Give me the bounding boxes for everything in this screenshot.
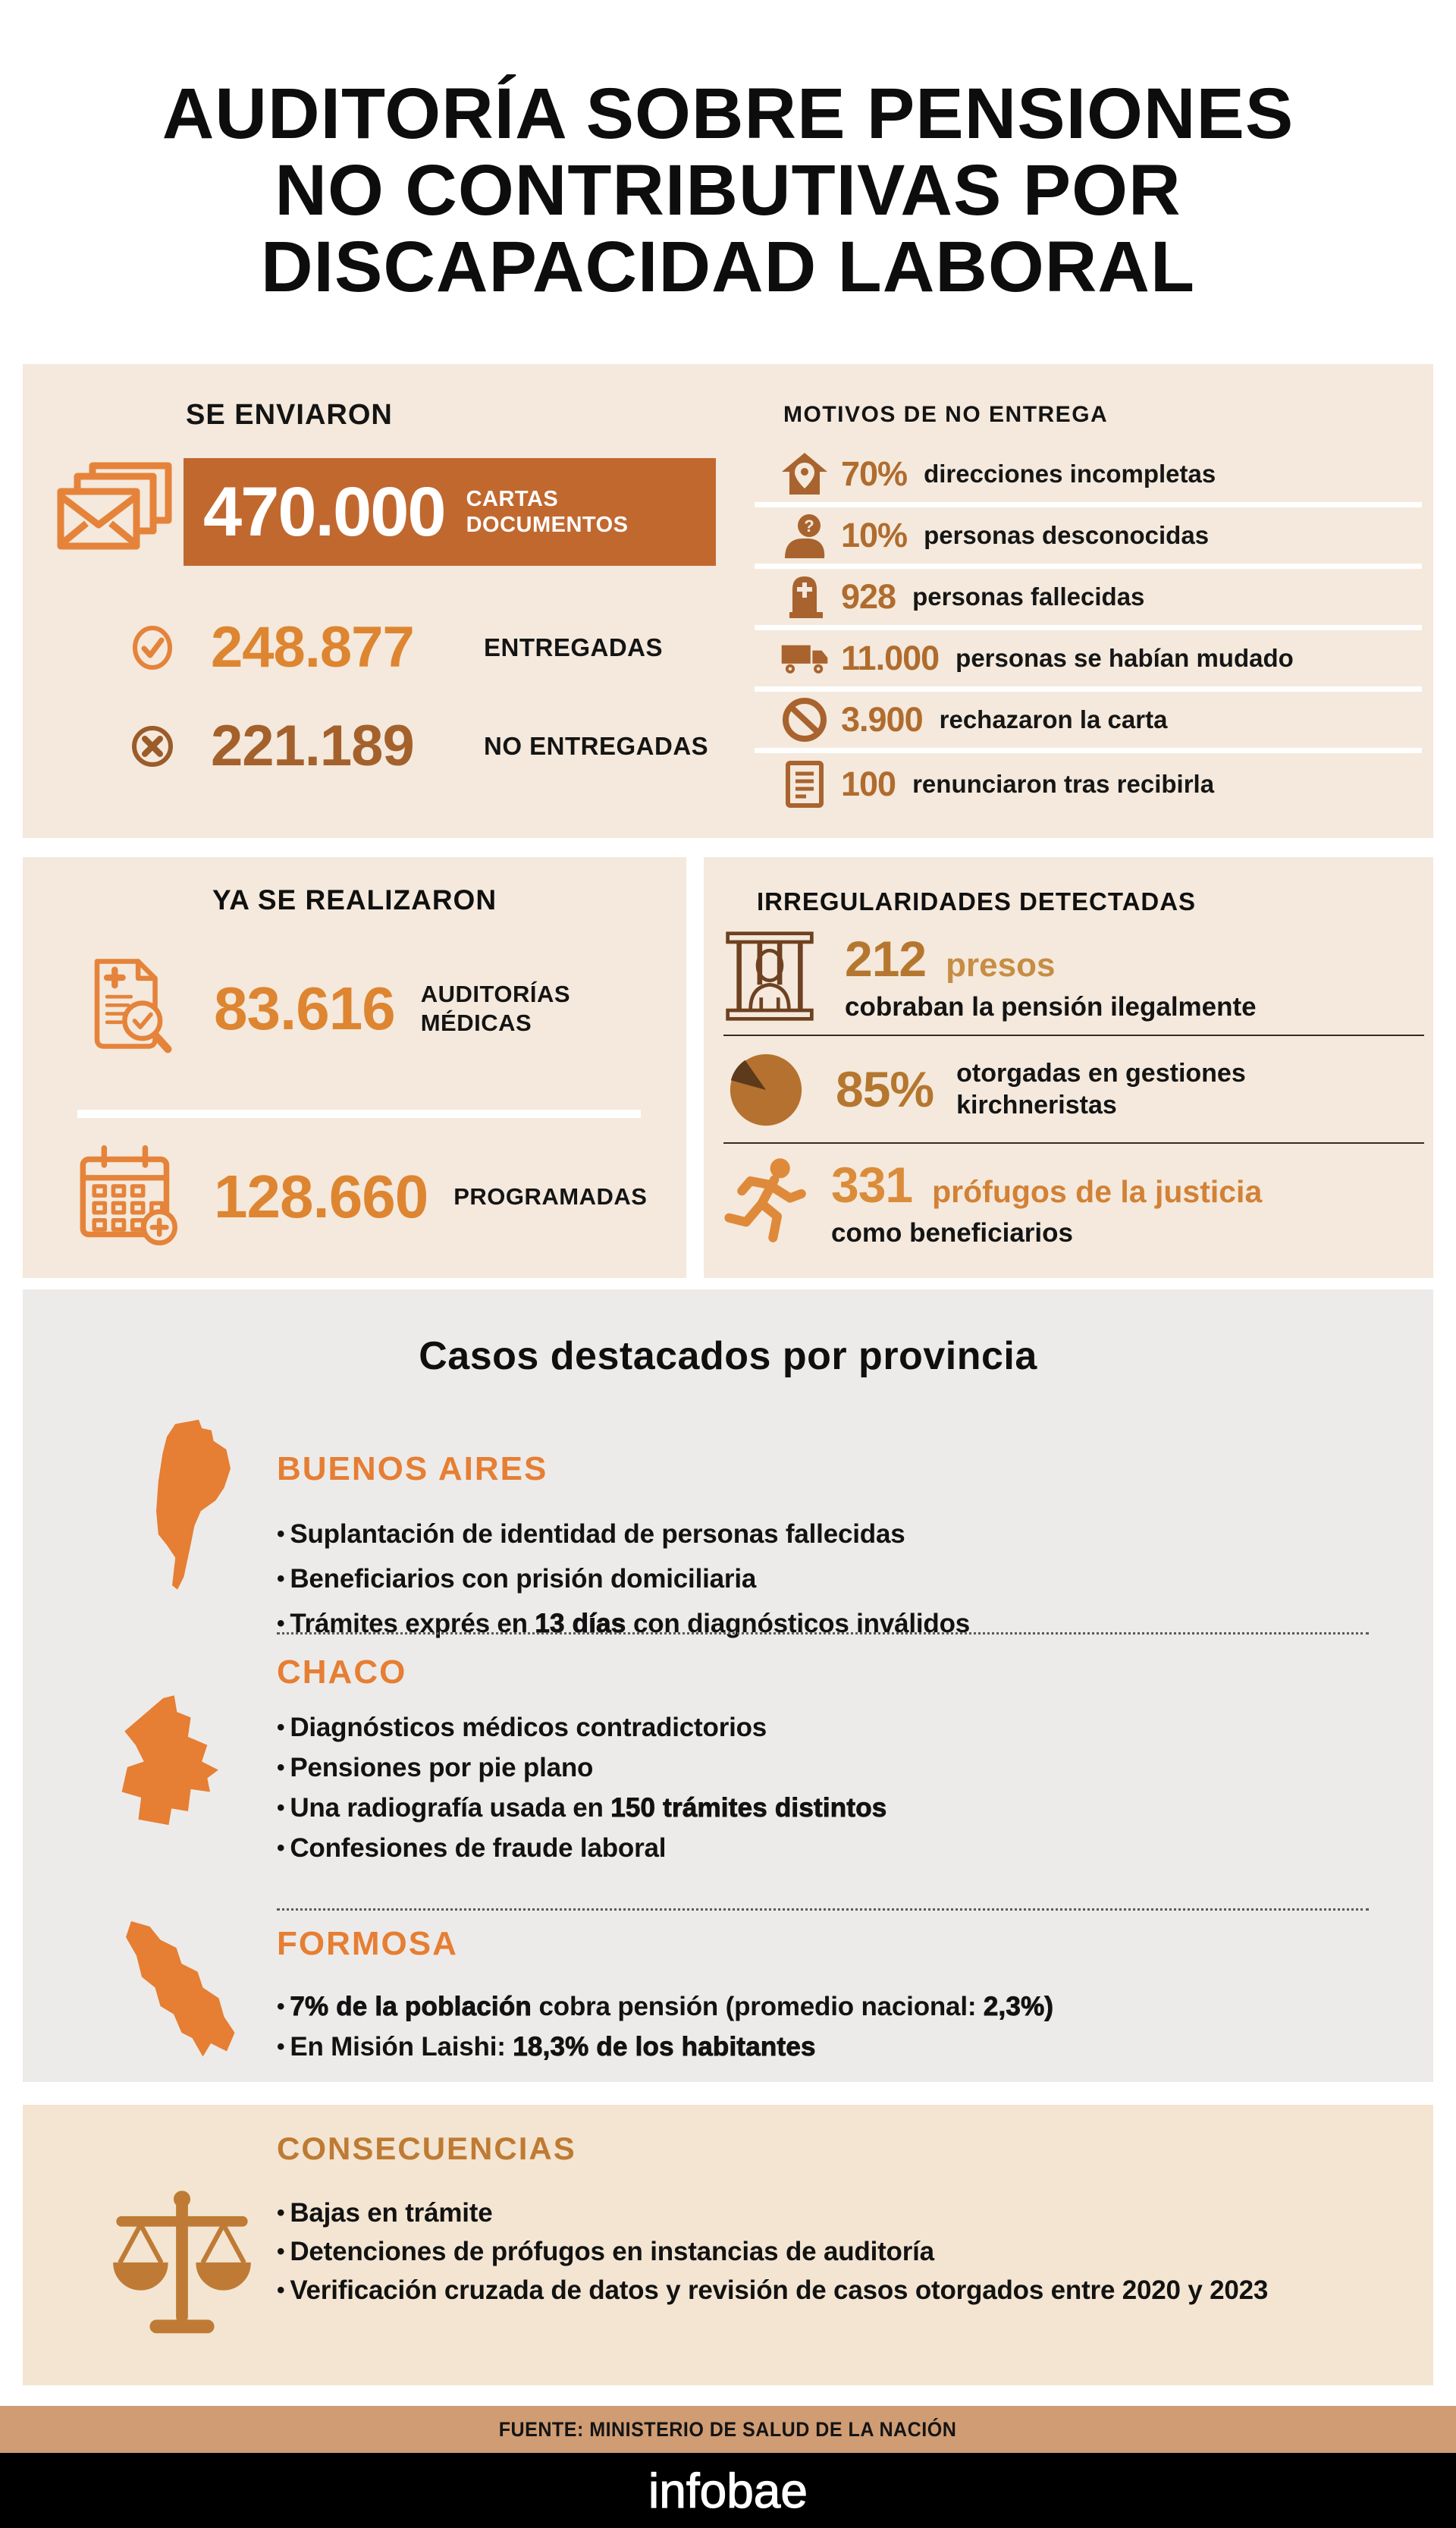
delivered-label: ENTREGADAS <box>484 633 664 661</box>
section-irregularidades <box>704 857 1433 1278</box>
section-cartas-enviadas <box>23 364 1433 838</box>
bullet-item: • Bajas en trámite <box>277 2194 1268 2233</box>
consequences-bullets <box>277 2194 1268 2310</box>
divider <box>277 1908 1369 1911</box>
province-bullets <box>277 1708 886 1869</box>
province-bullets <box>277 1512 970 1647</box>
delivered-row <box>23 614 739 680</box>
province-name: FORMOSA <box>277 1925 458 1962</box>
audits-done-row <box>23 956 686 1062</box>
prisoners-label: cobraban la pensión ilegalmente <box>845 992 1257 1022</box>
reason-value: 3.900 <box>841 700 923 739</box>
reason-label: rechazaron la carta <box>939 705 1168 733</box>
cartas-total-box <box>184 458 716 566</box>
reason-label: renunciaron tras recibirla <box>912 769 1215 798</box>
x-circle-icon <box>130 724 174 768</box>
section-provincias <box>23 1289 1433 2082</box>
reason-row <box>755 753 1422 815</box>
document-icon <box>780 760 829 809</box>
bullet-item: • Pensiones por pie plano <box>277 1748 886 1788</box>
chaco-map <box>108 1690 252 1842</box>
medical-audit-icon <box>76 956 182 1062</box>
undelivered-value: 221.189 <box>211 714 414 778</box>
reasons-block <box>755 364 1422 838</box>
province-name: CHACO <box>277 1653 407 1691</box>
prisoner-icon <box>723 930 816 1022</box>
reason-row <box>755 446 1422 507</box>
irregularities-heading: IRREGULARIDADES DETECTADAS <box>757 887 1197 915</box>
province-bullets <box>277 1987 1053 2068</box>
reason-row <box>755 692 1422 753</box>
bullet-item: • Confesiones de fraude laboral <box>277 1829 886 1869</box>
pie-chart-icon <box>723 1048 808 1130</box>
audits-scheduled-value: 128.660 <box>214 1163 428 1230</box>
bullet-item: • Diagnósticos médicos contradictorios <box>277 1708 886 1748</box>
audits-heading: YA SE REALIZARON <box>212 884 497 915</box>
brand-band <box>0 2453 1456 2528</box>
formosa-map <box>121 1916 258 2075</box>
bullet-item: • Trámites exprés en 13 días con diagnósticos inválidos <box>277 1602 970 1647</box>
reason-row <box>755 507 1422 569</box>
prohibited-icon <box>780 696 829 744</box>
reason-label: personas se habían mudado <box>956 644 1294 672</box>
cartas-total-value: 470.000 <box>203 473 445 551</box>
infobae-logo: infobae <box>648 2463 808 2518</box>
reason-row <box>755 630 1422 692</box>
irregularity-granted-row <box>704 1048 1433 1130</box>
divider <box>277 1632 1369 1635</box>
title-line: NO CONTRIBUTIVAS POR <box>275 150 1181 231</box>
audits-scheduled-label: PROGRAMADAS <box>453 1183 648 1210</box>
reason-value: 10% <box>841 516 908 554</box>
divider <box>723 1142 1424 1144</box>
irregularities-list <box>704 930 1433 1251</box>
bullet-item: • Una radiografía usada en 150 trámites distintos <box>277 1788 886 1829</box>
page-title <box>0 76 1456 306</box>
bullet-item: • Beneficiarios con prisión domiciliaria <box>277 1557 970 1602</box>
undelivered-label: NO ENTREGADAS <box>484 731 709 760</box>
prisoners-value: 212 <box>845 931 927 987</box>
audits-done-value: 83.616 <box>214 975 395 1042</box>
reason-label: personas desconocidas <box>924 521 1210 549</box>
reason-value: 70% <box>841 454 908 493</box>
province-name: BUENOS AIRES <box>277 1450 548 1487</box>
consequences-heading: CONSECUENCIAS <box>277 2131 576 2166</box>
reason-value: 928 <box>841 577 896 616</box>
running-person-icon <box>723 1156 808 1251</box>
mail-stack-icon <box>55 461 176 564</box>
sent-heading: SE ENVIARON <box>186 399 393 431</box>
reasons-list <box>755 446 1422 815</box>
divider <box>723 1035 1424 1036</box>
bullet-item: • En Misión Laishi: 18,3% de los habitantes <box>277 2027 1053 2068</box>
bullet-item: • Suplantación de identidad de personas fallecidas <box>277 1512 970 1557</box>
prisoners-suffix: presos <box>946 947 1056 984</box>
provinces-title: Casos destacados por provincia <box>419 1334 1037 1378</box>
reason-value: 11.000 <box>841 639 940 677</box>
undelivered-row <box>23 713 739 779</box>
irregularity-fugitives-row <box>704 1156 1433 1251</box>
tombstone-icon <box>780 573 829 621</box>
irregularity-prisoners-row <box>704 930 1433 1022</box>
delivered-value: 248.877 <box>211 615 414 680</box>
divider <box>77 1110 641 1118</box>
sent-block <box>23 364 739 838</box>
source-band <box>0 2406 1456 2453</box>
cartas-total-label: CARTAS DOCUMENTOS <box>466 487 629 537</box>
scales-icon <box>102 2184 262 2347</box>
check-circle-icon <box>130 626 174 670</box>
source-text: FUENTE: MINISTERIO DE SALUD DE LA NACIÓN <box>499 2417 957 2441</box>
granted-value: 85% <box>836 1061 934 1117</box>
bullet-item: • 7% de la población cobra pensión (promedio nacional: 2,3%) <box>277 1987 1053 2027</box>
buenos-aires-map <box>135 1417 241 1599</box>
bullet-item: • Detenciones de prófugos en instancias de auditoría <box>277 2233 1268 2272</box>
granted-label: otorgadas en gestiones kirchneristas <box>956 1059 1246 1120</box>
fugitives-suffix: prófugos de la justicia <box>932 1174 1263 1209</box>
moving-truck-icon <box>780 634 829 683</box>
section-consecuencias <box>23 2105 1433 2385</box>
fugitives-value: 331 <box>831 1157 913 1213</box>
fugitives-label: como beneficiarios <box>831 1218 1073 1248</box>
title-line: DISCAPACIDAD LABORAL <box>260 227 1196 307</box>
reason-label: personas fallecidas <box>912 583 1145 611</box>
calendar-plus-icon <box>76 1144 182 1250</box>
reasons-heading: MOTIVOS DE NO ENTREGA <box>783 402 1109 427</box>
title-line: AUDITORÍA SOBRE PENSIONES <box>162 74 1294 154</box>
svg-text:?: ? <box>804 517 814 535</box>
reason-label: direcciones incompletas <box>924 460 1216 488</box>
reason-row <box>755 569 1422 630</box>
audits-scheduled-row <box>23 1144 686 1250</box>
unknown-person-icon <box>780 511 829 560</box>
house-pin-icon <box>780 450 829 498</box>
audits-done-label: AUDITORÍAS MÉDICAS <box>420 981 571 1036</box>
bullet-item: • Verificación cruzada de datos y revisión de casos otorgados entre 2020 y 2023 <box>277 2272 1268 2310</box>
reason-value: 100 <box>841 764 896 803</box>
section-auditorias <box>23 857 686 1278</box>
